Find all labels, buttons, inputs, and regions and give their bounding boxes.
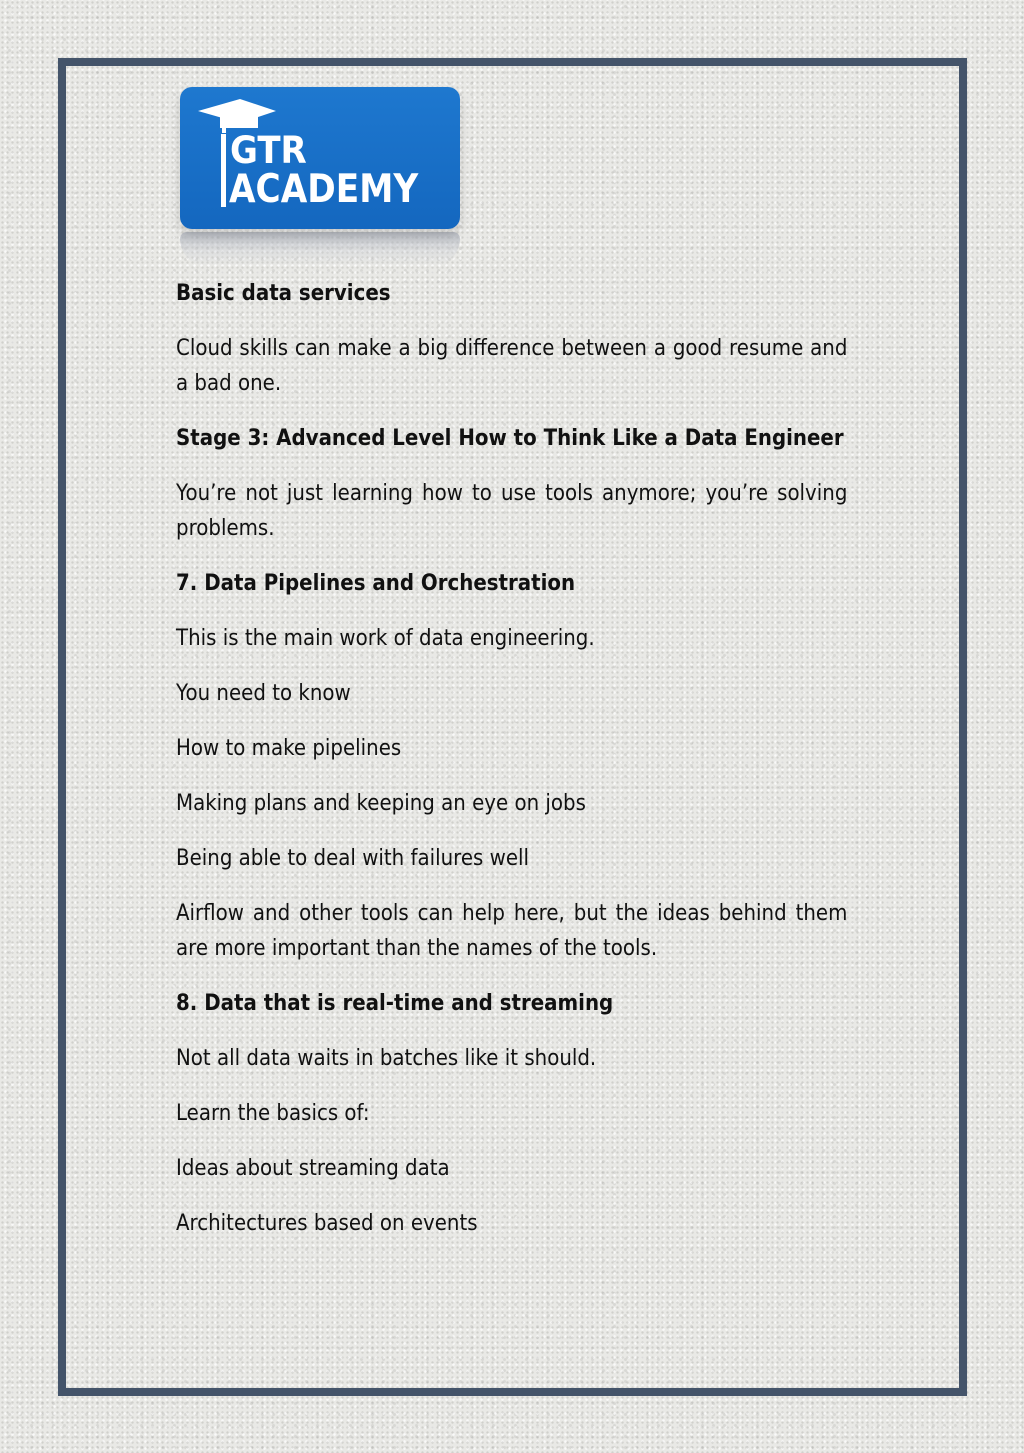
basic-data-services-heading: Basic data services	[176, 281, 391, 306]
logo-text-gtr: GTR	[230, 129, 307, 172]
section-7-intro: This is the main work of data engineering.	[176, 626, 595, 651]
section-8-intro: Not all data waits in batches like it should.	[176, 1046, 597, 1071]
logo-tassel-line	[221, 134, 226, 207]
stage-3-heading: Stage 3: Advanced Level How to Think Like a Data Engineer	[176, 426, 844, 451]
logo-reflection	[180, 232, 460, 266]
list-item: Ideas about streaming data	[176, 1156, 450, 1181]
section-8-heading: 8. Data that is real-time and streaming	[176, 991, 614, 1016]
section-7-need-to-know: You need to know	[176, 681, 351, 706]
list-item: Making plans and keeping an eye on jobs	[176, 791, 586, 816]
logo-text-academy: ACADEMY	[229, 167, 419, 212]
list-item: Architectures based on events	[176, 1211, 478, 1236]
list-item: Being able to deal with failures well	[176, 846, 530, 871]
list-item: How to make pipelines	[176, 736, 402, 761]
airflow-paragraph: Airflow and other tools can help here, but the ideas behind them are more important than the names of the tools.	[176, 901, 848, 961]
graduation-cap-icon	[198, 97, 276, 133]
section-7-heading: 7. Data Pipelines and Orchestration	[176, 571, 576, 596]
stage-3-paragraph: You’re not just learning how to use tools anymore; you’re solving problems.	[176, 481, 848, 541]
cloud-skills-paragraph: Cloud skills can make a big difference between a good resume and a bad one.	[176, 336, 848, 396]
section-8-learn-basics: Learn the basics of:	[176, 1101, 370, 1126]
